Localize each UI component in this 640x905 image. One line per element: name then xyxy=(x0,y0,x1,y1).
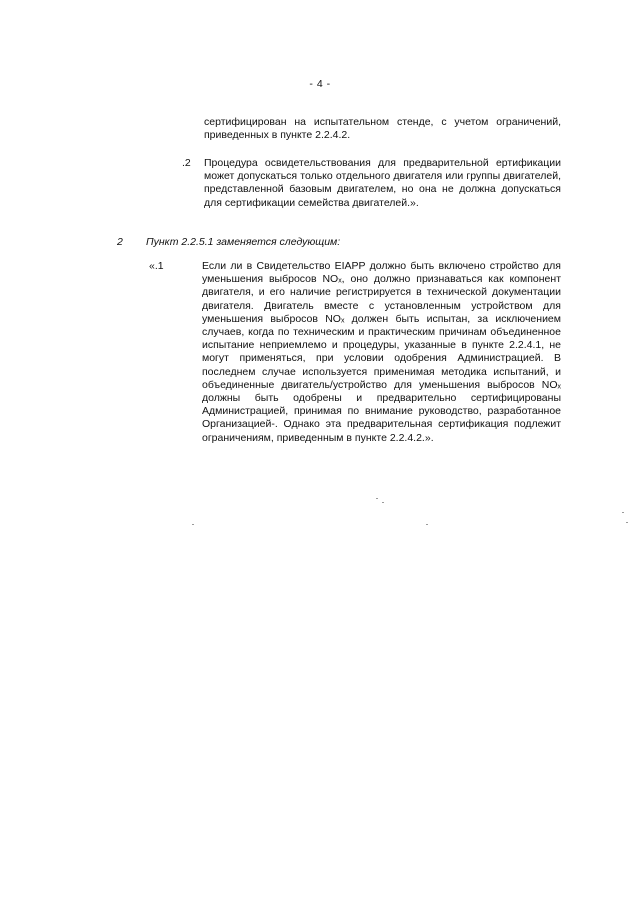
scan-speck xyxy=(626,522,628,523)
scan-speck xyxy=(426,524,428,525)
subpara-2-paragraph xyxy=(204,157,561,210)
subpara-1-paragraph xyxy=(202,260,561,445)
scan-speck xyxy=(376,498,378,499)
scan-speck xyxy=(382,502,384,503)
continuation-paragraph xyxy=(204,116,561,142)
scan-speck xyxy=(192,524,194,525)
subpara-2-marker: .2 xyxy=(182,157,191,169)
item-2-heading: Пункт 2.2.5.1 заменяется следующим: xyxy=(146,236,341,248)
continuation-text: сертифицирован на испытательном стенде, с учетом ограничений, приведенных в пункте 2.2.4.2. xyxy=(204,116,561,142)
subpara-2-text: Процедура освидетельствования для предварительной ертификации может допускаться только отдельного двигателя или группы двигателей, представленной базовым двигателем, но она не должна допускаться для сертификации семейства двигателей.». xyxy=(204,157,561,209)
subpara-1-text: Если ли в Свидетельство EIAPP должно быть включено стройство для уменьшения выбросов NOₓ, оно должно признаваться как компонент двигателя, и его наличие регистрируется в технической документации двигателя. Двигатель вместе с установленным устройством для уменьшения выбросов NOₓ должен быть испытан, за исключением случаев, когда по техническим и практическим причинам объединенное испытание неприемлемо и процедуры, указанные в пункте 2.2.4.1, не могут применяться, при условии одобрения Администрацией. В последнем случае используется применимая методика испытаний, и объединенные двигатель/устройство для уменьшения выбросов NOₓ должны быть одобрены и предварительно сертифицированы Администрацией, принимая по внимание руководство, разработанное Организацией-. Однако эта предварительная сертификация подлежит ограничениям, приведенным в пункте 2.2.4.2.». xyxy=(202,260,561,444)
item-2-number: 2 xyxy=(117,236,123,248)
scan-speck xyxy=(622,512,624,513)
subpara-1-marker: «.1 xyxy=(149,260,164,272)
page-number: - 4 - xyxy=(309,78,331,90)
